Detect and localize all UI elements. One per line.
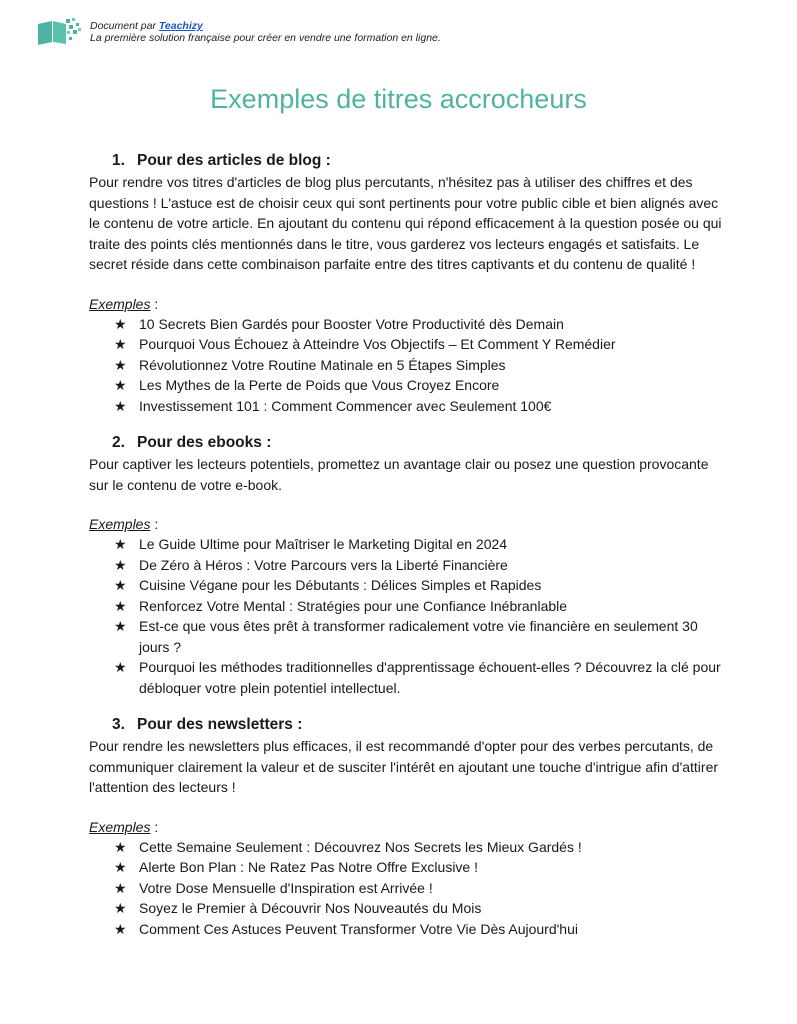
teachizy-logo (36, 16, 82, 46)
example-text: Cuisine Végane pour les Débutants : Délices Simples et Rapides (139, 577, 542, 593)
list-item (89, 657, 729, 698)
star-icon: ★ (114, 838, 127, 855)
list-item (89, 375, 729, 396)
section-title: Pour des ebooks : (137, 434, 272, 451)
list-item (89, 616, 729, 657)
example-text: Le Guide Ultime pour Maîtriser le Marketing Digital en 2024 (139, 536, 508, 552)
example-text: Alerte Bon Plan : Ne Ratez Pas Notre Offre Exclusive ! (139, 859, 479, 875)
examples-label (89, 817, 729, 837)
section-blog (89, 150, 729, 416)
section-heading (112, 714, 729, 736)
section-number: 3. (112, 716, 125, 733)
header-tagline: La première solution française pour créer en vendre une formation en ligne. (90, 32, 441, 44)
star-icon: ★ (114, 577, 127, 593)
section-paragraph: Pour rendre vos titres d'articles de blog plus percutants, n'hésitez pas à utiliser des chiffres et des questions ! L'astuce est de choisir ceux qui sont pertinents pour votre public cible et bien alignés avec le contenu de votre article. En ajoutant du contenu qui répond efficacement à la question posée ou qui traite des points clés mentionnés dans le titre, vous garderez vos lecteurs engagés et satisfaits. Le secret réside dans cette combinaison parfaite entre des titres captivants et du contenu de qualité ! (89, 174, 722, 272)
examples-label (89, 514, 729, 534)
section-title: Pour des newsletters : (137, 716, 303, 733)
list-item (89, 334, 729, 355)
example-text: Pourquoi Vous Échouez à Atteindre Vos Objectifs – Et Comment Y Remédier (139, 336, 616, 352)
star-icon: ★ (114, 356, 127, 373)
list-item (89, 534, 729, 555)
example-text: Est-ce que vous êtes prêt à transformer radicalement votre vie financière en seulement 30 jours ? (139, 618, 698, 655)
list-item (89, 355, 729, 376)
star-icon: ★ (114, 336, 127, 352)
star-icon: ★ (114, 377, 127, 393)
example-text: Cette Semaine Seulement : Découvrez Nos Secrets les Mieux Gardés ! (139, 838, 582, 855)
example-text: Renforcez Votre Mental : Stratégies pour une Confiance Inébranlable (139, 597, 568, 614)
list-item (89, 396, 729, 417)
page-title: Exemples de titres accrocheurs (210, 84, 587, 114)
examples-list (89, 534, 729, 698)
examples-label-suffix: : (150, 818, 159, 835)
star-icon: ★ (114, 556, 127, 573)
teachizy-link[interactable]: Teachizy (158, 20, 203, 32)
examples-list (89, 837, 729, 940)
section-heading (112, 150, 729, 172)
example-text: Révolutionnez Votre Routine Matinale en 5 Étapes Simples (139, 356, 506, 373)
section-newsletters (89, 714, 729, 939)
example-text: De Zéro à Héros : Votre Parcours vers la Liberté Financière (139, 556, 508, 573)
star-icon: ★ (114, 536, 127, 552)
example-text: Soyez le Premier à Découvrir Nos Nouveautés du Mois (139, 900, 482, 916)
star-icon: ★ (114, 879, 127, 896)
list-item (89, 919, 729, 940)
star-icon: ★ (114, 920, 127, 937)
list-item (89, 837, 729, 858)
list-item (89, 314, 729, 335)
list-item (89, 878, 729, 899)
star-icon: ★ (114, 597, 127, 614)
star-icon: ★ (114, 900, 127, 916)
example-text: Investissement 101 : Comment Commencer avec Seulement 100€ (139, 397, 552, 414)
examples-label-text: Exemples (89, 516, 151, 532)
examples-list (89, 314, 729, 417)
example-text: Pourquoi les méthodes traditionnelles d'apprentissage échouent-elles ? Découvrez la clé pour débloquer votre plein potentiel intellectuel. (139, 659, 721, 696)
example-text: Votre Dose Mensuelle d'Inspiration est Arrivée ! (139, 879, 433, 896)
document-header (36, 16, 441, 46)
header-prefix: Document par (90, 20, 159, 32)
section-ebooks (89, 432, 729, 698)
list-item (89, 575, 729, 596)
star-icon: ★ (114, 659, 127, 675)
section-paragraph: Pour captiver les lecteurs potentiels, promettez un avantage clair ou posez une question provocante sur le contenu de votre e-book. (89, 456, 709, 493)
section-number: 1. (112, 152, 125, 169)
section-number: 2. (112, 434, 125, 451)
list-item (89, 857, 729, 878)
example-text: 10 Secrets Bien Gardés pour Booster Votre Productivité dès Demain (139, 315, 564, 332)
section-paragraph: Pour rendre les newsletters plus efficaces, il est recommandé d'opter pour des verbes percutants, de communiquer clairement la valeur et de susciter l'intérêt en ajoutant une touche d'intrigue afin d'attirer l'attention des lecteurs ! (89, 738, 719, 795)
examples-label-suffix: : (150, 516, 159, 532)
star-icon: ★ (114, 859, 127, 875)
document-body (89, 150, 729, 939)
examples-label-text: Exemples (89, 818, 151, 835)
examples-label-suffix: : (150, 295, 159, 312)
list-item (89, 898, 729, 919)
star-icon: ★ (114, 397, 127, 414)
section-heading (112, 432, 729, 454)
examples-label-text: Exemples (89, 295, 151, 312)
example-text: Les Mythes de la Perte de Poids que Vous Croyez Encore (139, 377, 500, 393)
star-icon: ★ (114, 618, 127, 634)
example-text: Comment Ces Astuces Peuvent Transformer Votre Vie Dès Aujourd'hui (139, 920, 578, 937)
star-icon: ★ (114, 315, 127, 332)
header-text (90, 20, 441, 44)
section-title: Pour des articles de blog : (137, 152, 331, 169)
examples-label (89, 294, 729, 314)
list-item (89, 596, 729, 617)
list-item (89, 555, 729, 576)
